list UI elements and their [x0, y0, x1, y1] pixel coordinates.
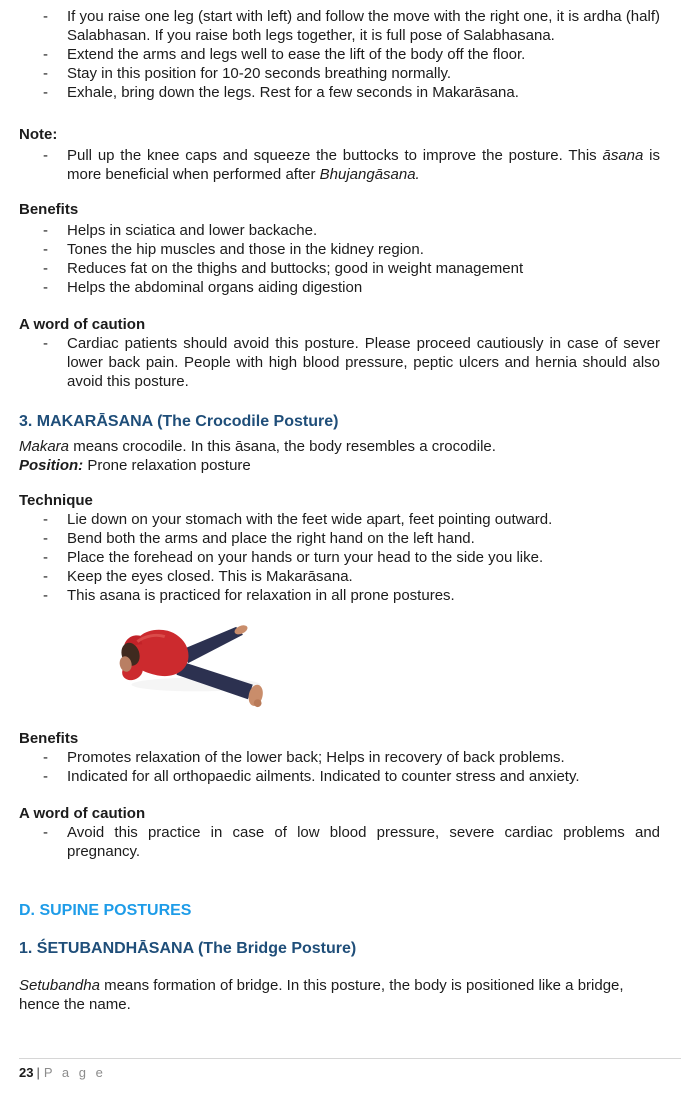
- note-text-1: Pull up the knee caps and squeeze the buttocks to improve the posture. This: [67, 147, 603, 164]
- list-item: - Extend the arms and legs well to ease the lift of the body off the floor.: [19, 45, 660, 64]
- setubandha-italic: Setubandha: [19, 977, 100, 994]
- list-item: - Promotes relaxation of the lower back; Helps in recovery of back problems.: [19, 748, 660, 767]
- makarasana-photo: [118, 622, 278, 710]
- list-item: [19, 146, 660, 184]
- caution-heading-2: A word of caution: [19, 805, 146, 822]
- position-label: Position:: [19, 457, 84, 474]
- list-item: - Bend both the arms and place the right hand on the left hand.: [19, 529, 660, 548]
- note-text-2: is more beneficial when performed after: [67, 147, 660, 183]
- technique-list: [19, 510, 660, 605]
- list-item: - Stay in this position for 10-20 seconds breathing normally.: [19, 64, 660, 83]
- setubandhasana-intro: [19, 976, 660, 1014]
- benefits-list-1: [19, 221, 660, 297]
- salabhasana-steps-list: [19, 7, 660, 102]
- list-item: - Keep the eyes closed. This is Makarāsana.: [19, 567, 660, 586]
- note-italic-bhujangasana: Bhujangāsana.: [319, 166, 420, 183]
- list-item: - Exhale, bring down the legs. Rest for a few seconds in Makarāsana.: [19, 83, 660, 102]
- list-item: - Helps in sciatica and lower backache.: [19, 221, 660, 240]
- setubandhasana-heading: 1. ŚETUBANDHĀSANA (The Bridge Posture): [19, 940, 357, 957]
- benefits-heading-2: Benefits: [19, 730, 79, 747]
- page-footer: [19, 1058, 681, 1081]
- caution-heading-1: A word of caution: [19, 316, 146, 333]
- setubandha-intro-rest: means formation of bridge. In this posture, the body is positioned like a bridge, hence the name.: [19, 977, 624, 1013]
- list-item: - Reduces fat on the thighs and buttocks; good in weight management: [19, 259, 660, 278]
- note-heading: Note:: [19, 126, 58, 143]
- list-item: - This asana is practiced for relaxation in all prone postures.: [19, 586, 660, 605]
- makara-italic: Makara: [19, 438, 70, 455]
- makarasana-intro: [19, 437, 660, 456]
- position-text: Prone relaxation posture: [83, 457, 251, 474]
- list-item: - If you raise one leg (start with left) and follow the move with the right one, it is ardha (half) Salabhasan. If you raise both legs together, it is full pose of Salabhasana.: [19, 7, 660, 45]
- page-number: 23: [19, 1065, 34, 1080]
- position-line: [19, 456, 660, 475]
- note-italic-asana: āsana: [602, 147, 644, 164]
- list-item: - Cardiac patients should avoid this posture. Please proceed cautiously in case of sever lower back pain. People with high blood pressure, peptic ulcers and hernia should also avoid this posture.: [19, 334, 660, 391]
- caution-list-1: [19, 334, 660, 391]
- footer-label: P a g e: [43, 1065, 106, 1080]
- footer-separator: |: [36, 1065, 40, 1080]
- note-list: [19, 146, 660, 184]
- list-item: - Lie down on your stomach with the feet wide apart, feet pointing outward.: [19, 510, 660, 529]
- list-item: - Indicated for all orthopaedic ailments. Indicated to counter stress and anxiety.: [19, 767, 660, 786]
- makara-intro-rest: means crocodile. In this āsana, the body resembles a crocodile.: [69, 438, 496, 455]
- list-item: - Helps the abdominal organs aiding digestion: [19, 278, 660, 297]
- benefits-list-2: [19, 748, 660, 786]
- technique-heading: Technique: [19, 492, 93, 509]
- list-item: - Avoid this practice in case of low blood pressure, severe cardiac problems and pregnancy.: [19, 823, 660, 861]
- list-item: - Tones the hip muscles and those in the kidney region.: [19, 240, 660, 259]
- makarasana-heading: 3. MAKARĀSANA (The Crocodile Posture): [19, 413, 339, 430]
- supine-postures-heading: D. SUPINE POSTURES: [19, 902, 192, 919]
- makarasana-figure-illustration: [118, 622, 278, 710]
- benefits-heading-1: Benefits: [19, 201, 79, 218]
- caution-list-2: [19, 823, 660, 861]
- list-item: - Place the forehead on your hands or turn your head to the side you like.: [19, 548, 660, 567]
